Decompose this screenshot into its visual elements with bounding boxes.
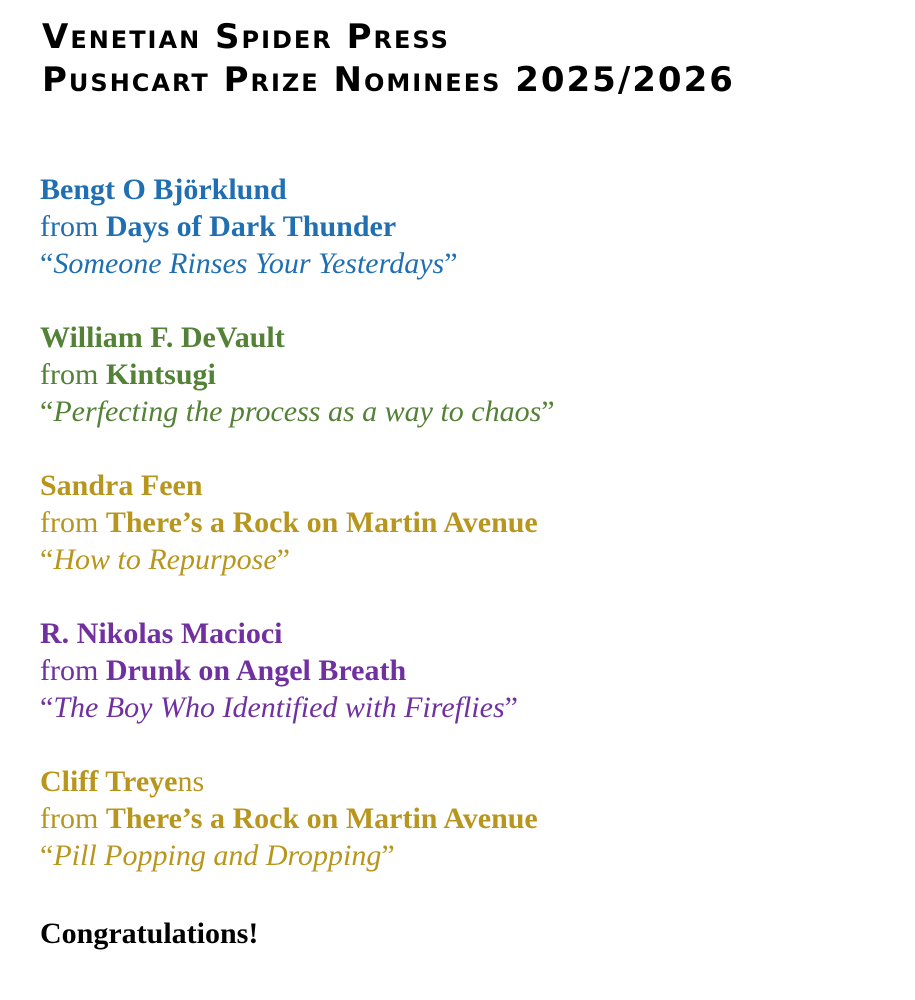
nominee-book-line bbox=[40, 356, 555, 393]
press-name: Venetian Spider Press bbox=[42, 17, 450, 57]
from-word: from bbox=[40, 802, 99, 835]
nominee-entry bbox=[40, 171, 555, 282]
nominee-entry bbox=[40, 615, 555, 726]
open-quote: “ bbox=[40, 395, 54, 428]
nominee-name-bold: Bengt O Björklund bbox=[40, 173, 287, 206]
close-quote: ” bbox=[444, 247, 458, 280]
book-title: There’s a Rock on Martin Avenue bbox=[105, 506, 538, 539]
poem-title-line bbox=[40, 245, 555, 282]
nominee-name bbox=[40, 615, 555, 652]
poem-title-line bbox=[40, 541, 555, 578]
poem-title-line bbox=[40, 837, 555, 874]
nominee-name-bold: R. Nikolas Macioci bbox=[40, 617, 283, 650]
open-quote: “ bbox=[40, 691, 54, 724]
press-header bbox=[42, 16, 735, 102]
from-word: from bbox=[40, 654, 99, 687]
nominee-name bbox=[40, 171, 555, 208]
book-title: Kintsugi bbox=[105, 358, 216, 391]
nominee-name-bold: William F. DeVault bbox=[40, 321, 285, 354]
poem-title: Pill Popping and Dropping bbox=[53, 839, 382, 872]
nominee-name bbox=[40, 467, 555, 504]
nominee-list bbox=[40, 171, 555, 911]
nominee-book-line bbox=[40, 652, 555, 689]
nominee-book-line bbox=[40, 504, 555, 541]
from-word: from bbox=[40, 506, 99, 539]
nominee-name bbox=[40, 319, 555, 356]
congratulations-message: Congratulations! bbox=[40, 917, 259, 950]
from-word: from bbox=[40, 210, 99, 243]
from-word: from bbox=[40, 358, 99, 391]
open-quote: “ bbox=[40, 839, 54, 872]
nominee-book-line bbox=[40, 800, 555, 837]
nominee-entry bbox=[40, 319, 555, 430]
nominees-heading: Pushcart Prize Nominees 2025/2026 bbox=[42, 60, 735, 100]
nominee-name-bold: Sandra Feen bbox=[40, 469, 203, 502]
poem-title: Perfecting the process as a way to chaos bbox=[53, 395, 542, 428]
poem-title: How to Repurpose bbox=[53, 543, 277, 576]
close-quote: ” bbox=[504, 691, 518, 724]
nominee-book-line bbox=[40, 208, 555, 245]
nominee-entry bbox=[40, 467, 555, 578]
close-quote: ” bbox=[381, 839, 395, 872]
poem-title-line bbox=[40, 393, 555, 430]
book-title: There’s a Rock on Martin Avenue bbox=[105, 802, 538, 835]
poem-title: Someone Rinses Your Yesterdays bbox=[53, 247, 445, 280]
close-quote: ” bbox=[541, 395, 555, 428]
book-title: Days of Dark Thunder bbox=[105, 210, 397, 243]
close-quote: ” bbox=[276, 543, 290, 576]
book-title: Drunk on Angel Breath bbox=[105, 654, 407, 687]
poem-title-line bbox=[40, 689, 555, 726]
open-quote: “ bbox=[40, 543, 54, 576]
nominee-name-regular: ns bbox=[177, 765, 205, 798]
nominee-name bbox=[40, 763, 555, 800]
nominee-entry bbox=[40, 763, 555, 874]
poem-title: The Boy Who Identified with Fireflies bbox=[53, 691, 505, 724]
open-quote: “ bbox=[40, 247, 54, 280]
nominee-name-bold: Cliff Treye bbox=[40, 765, 178, 798]
